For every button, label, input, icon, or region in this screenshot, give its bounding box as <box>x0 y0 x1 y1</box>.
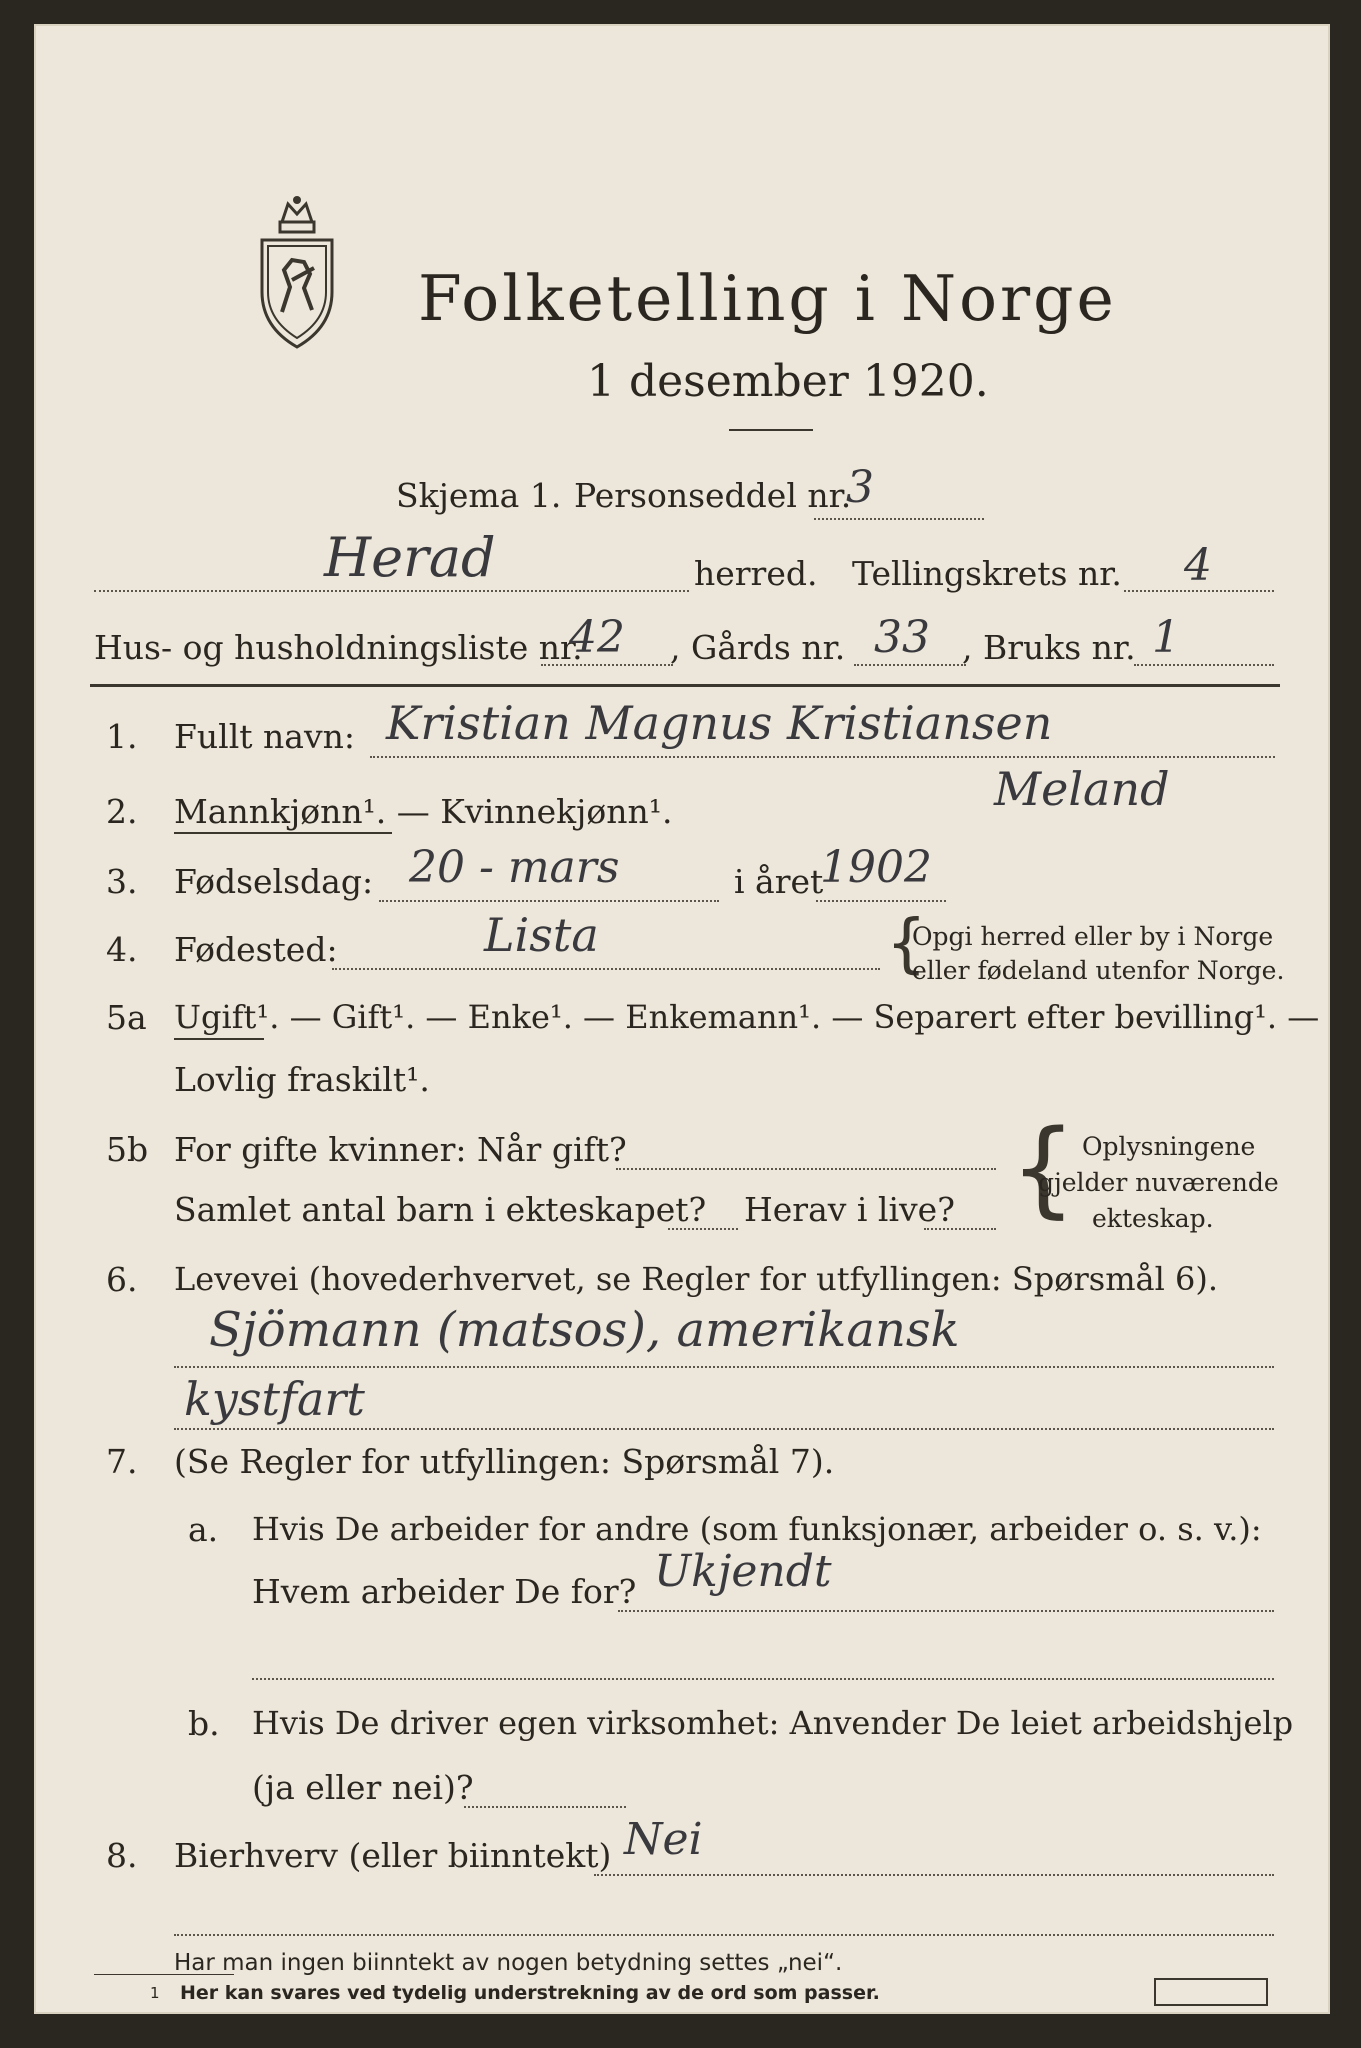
q3-year: 1902 <box>820 842 932 893</box>
q1-value: Kristian Magnus Kristiansen <box>386 696 1053 750</box>
q8-value: Nei <box>624 1814 703 1865</box>
title-divider <box>729 429 813 431</box>
herred-line <box>94 590 689 592</box>
q6-label: Levevei (hovederhvervet, se Regler for utfyllingen: Spørsmål 6). <box>174 1260 1219 1298</box>
gards-label: , Gårds nr. <box>670 628 846 667</box>
q2-label: Mannkjønn¹. — Kvinnekjønn¹. <box>174 792 673 831</box>
q3-value: 20 - mars <box>409 842 620 893</box>
q8-label: Bierhverv (eller biinntekt) <box>174 1836 612 1875</box>
q3-number: 3. <box>106 862 138 901</box>
bruks-line <box>1134 664 1274 666</box>
q7a-extra-line <box>252 1678 1274 1680</box>
bruks-value: 1 <box>1152 612 1180 663</box>
q1-number: 1. <box>106 717 138 756</box>
q7b-line <box>464 1806 626 1808</box>
q5a-label-continued: Lovlig fraskilt¹. <box>174 1060 430 1099</box>
form-title: Folketelling i Norge <box>418 262 1117 335</box>
q7a-employer-label: Hvem arbeider De for? <box>252 1572 637 1611</box>
q7a-label: Hvis De arbeider for andre (som funksjonær, arbeider o. s. v.): <box>252 1510 1262 1548</box>
q6-line1 <box>174 1366 1274 1368</box>
hus-line <box>541 664 673 666</box>
tellingskrets-value: 4 <box>1184 540 1212 591</box>
q8-extra-line <box>174 1934 1274 1936</box>
q5b-when-line <box>616 1168 996 1170</box>
q7a-number: a. <box>188 1510 219 1549</box>
q2-underline <box>174 832 392 834</box>
q7b-label-continued: (ja eller nei)? <box>252 1768 474 1807</box>
q1-value-continued: Meland <box>994 762 1170 816</box>
q5a-label: Ugift¹. — Gift¹. — Enke¹. — Enkemann¹. — Separert efter bevilling¹. — <box>174 998 1320 1036</box>
q3-year-label: i året <box>734 862 824 901</box>
census-form <box>34 24 1330 2014</box>
q4-label: Fødested: <box>174 930 338 969</box>
q3-year-line <box>816 900 946 902</box>
gards-value: 33 <box>874 612 930 663</box>
q7-number: 7. <box>106 1442 138 1481</box>
printer-stamp <box>1154 1978 1268 2006</box>
q5b-number: 5b <box>106 1130 149 1169</box>
q5b-note-line2: gjelder nuværende <box>1038 1168 1279 1197</box>
herred-label: herred. <box>694 554 818 593</box>
q7a-employer-line <box>618 1610 1274 1612</box>
personseddel-value: 3 <box>846 462 874 513</box>
q5b-alive-label: Herav i live? <box>744 1190 955 1229</box>
q5b-brace: { <box>1010 1107 1077 1229</box>
q1-line <box>370 756 1275 758</box>
q3-label: Fødselsdag: <box>174 862 374 901</box>
q6-value-continued: kystfart <box>184 1372 365 1426</box>
tellingskrets-label: Tellingskrets nr. <box>852 554 1122 593</box>
footnote-text: Her kan svares ved tydelig understrekning av de ord som passer. <box>180 1982 880 2004</box>
hus-value: 42 <box>569 612 625 663</box>
q2-number: 2. <box>106 792 138 831</box>
q5b-note-line1: Oplysningene <box>1082 1132 1256 1161</box>
q3-day-line <box>379 900 719 902</box>
q5b-children-line <box>668 1228 738 1230</box>
footnote-rule <box>94 1974 234 1975</box>
q8-number: 8. <box>106 1836 138 1875</box>
q6-value: Sjömann (matsos), amerikansk <box>209 1302 960 1358</box>
q4-note-line2: eller fødeland utenfor Norge. <box>912 956 1285 985</box>
footer-note: Har man ingen biinntekt av nogen betydning settes „nei“. <box>174 1950 843 1976</box>
personseddel-label: Personseddel nr. <box>574 476 852 515</box>
q6-number: 6. <box>106 1260 138 1299</box>
q6-line2 <box>174 1428 1274 1430</box>
footnote-mark: 1 <box>150 1984 160 2002</box>
q7b-label: Hvis De driver egen virksomhet: Anvender De leiet arbeidshjelp <box>252 1704 1294 1742</box>
q7b-number: b. <box>188 1704 220 1743</box>
hus-label: Hus- og husholdningsliste nr. <box>94 628 583 667</box>
q5b-alive-line <box>924 1228 996 1230</box>
gards-line <box>854 664 966 666</box>
herred-value: Herad <box>324 526 496 589</box>
bruks-label: , Bruks nr. <box>962 628 1136 667</box>
q4-value: Lista <box>484 908 599 962</box>
census-date: 1 desember 1920. <box>587 356 989 407</box>
q4-number: 4. <box>106 930 138 969</box>
q1-label: Fullt navn: <box>174 717 355 756</box>
coat-of-arms-icon <box>252 192 342 352</box>
q5b-children-label: Samlet antal barn i ekteskapet? <box>174 1190 707 1229</box>
q5b-note-line3: ekteskap. <box>1092 1204 1214 1233</box>
q5a-underline <box>174 1038 264 1040</box>
q5a-number: 5a <box>106 998 147 1037</box>
skjema-label: Skjema 1. <box>396 476 562 515</box>
q7-label: (Se Regler for utfyllingen: Spørsmål 7). <box>174 1442 835 1481</box>
q8-line <box>594 1874 1274 1876</box>
personseddel-line <box>814 518 984 520</box>
header-rule <box>90 684 1280 687</box>
q4-brace: { <box>886 907 927 981</box>
q4-line <box>332 968 880 970</box>
q7a-value: Ukjendt <box>654 1546 832 1597</box>
q5b-label: For gifte kvinner: Når gift? <box>174 1130 627 1169</box>
q4-note-line1: Opgi herred eller by i Norge <box>912 922 1274 951</box>
